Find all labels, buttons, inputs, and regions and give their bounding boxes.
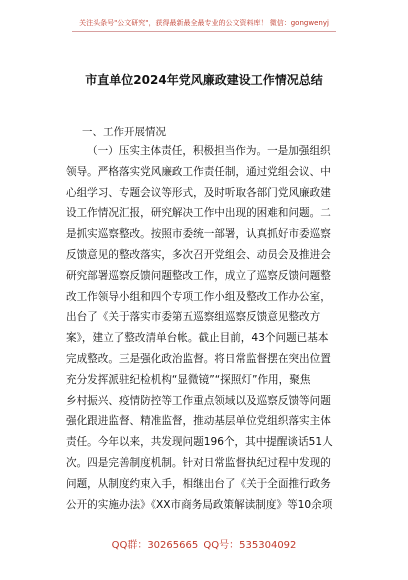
header-divider [72,31,336,32]
paragraph-line: 公开的实施办法》《XX市商务局政策解读制度》等10余项 [66,498,333,511]
paragraph-line: 出台了《关于落实市委第五巡察组巡察反馈意见整改方 [66,311,321,324]
paragraph-line: 问题，从制度约束入手，相继出台了《关于全面推行政务 [66,477,331,490]
paragraph-line: 次。四是完善制度机制。针对日常监督执纪过程中发现的 [66,456,331,469]
paragraph-line: 心组学习、专题会议等形式，及时听取各部门党风廉政建 [66,186,331,199]
paragraph-line: 乡村振兴、疫情防控等工作重点领域以及巡察反馈等问题 [66,394,331,407]
paragraph-line: 责任。今年以来，共发现问题196个，其中提醒谈话51人 [66,436,333,449]
paragraph-line: 反馈意见的整改落实，多次召开党组会、动员会及推进会 [66,248,331,261]
paragraph-line: 改工作领导小组和四个专项工作小组及整改工作办公室， [66,290,331,303]
paragraph-line: 领导。严格落实党风廉政工作责任制，通过党组会议、中 [66,165,331,178]
body-paragraph [66,141,346,515]
header-note: 关注头条号"公文研究"，获得最新最全最专业的公文资料库！ 微信：gongwenyj [79,19,329,27]
paragraph-line: 强化跟进监督、精准监督，推动基层单位党组织落实主体 [66,415,331,428]
paragraph-line: 充分发挥派驻纪检机构“显微镜”“探照灯”作用，聚焦 [66,373,311,386]
section-heading: 一、工作开展情况 [82,126,166,138]
paragraph-line: 案》，建立了整改清单台帐。截止目前，43个问题已基本 [66,332,329,345]
paragraph-line: 完成整改。三是强化政治监督。将日常监督摆在突出位置 [66,352,331,365]
footer-contact: QQ群：30265665 QQ号：535304092 [111,540,297,551]
paragraph-line: 设工作情况汇报，研究解决工作中出现的困难和问题。二 [66,207,331,220]
document-title: 市直单位2024年党风廉政建设工作情况总结 [85,73,323,87]
paragraph-line: 是抓实巡察整改。按照市委统一部署，认真抓好市委巡察 [66,228,331,241]
paragraph-line: （一）压实主体责任，积极担当作为。一是加强组织 [87,145,331,157]
paragraph-line: 研究部署巡察反馈问题整改工作，成立了巡察反馈问题整 [66,269,331,282]
